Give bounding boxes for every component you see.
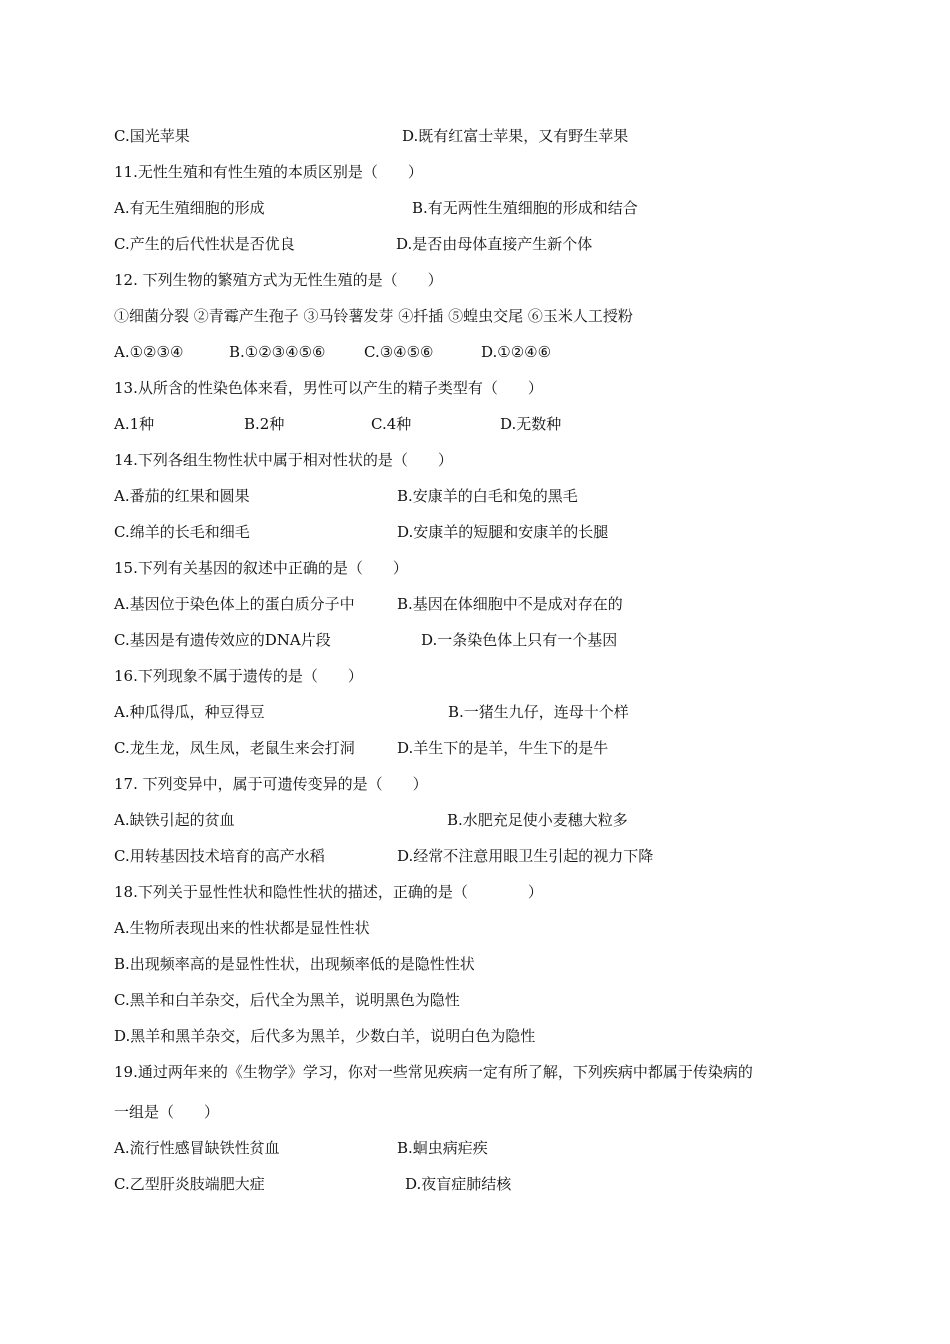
q19-option-a: A.流行性感冒缺铁性贫血 [114, 1139, 280, 1157]
q19-option-d: D.夜盲症肺结核 [405, 1175, 512, 1193]
q12-option-a: A.①②③④ [114, 343, 184, 361]
q12-option-c: C.③④⑤⑥ [364, 343, 434, 361]
q15-stem: 15.下列有关基因的叙述中正确的是（ ） [114, 559, 408, 577]
q13-option-a: A.1种 [114, 415, 155, 433]
q11-stem: 11.无性生殖和有性生殖的本质区别是（ ） [114, 163, 423, 181]
q14-option-a: A.番茄的红果和圆果 [114, 487, 250, 505]
q15-option-d: D.一条染色体上只有一个基因 [421, 631, 618, 649]
q16-stem: 16.下列现象不属于遗传的是（ ） [114, 667, 363, 685]
q17-option-d: D.经常不注意用眼卫生引起的视力下降 [397, 847, 654, 865]
q11-option-c: C.产生的后代性状是否优良 [114, 235, 295, 253]
q14-option-b: B.安康羊的白毛和兔的黑毛 [397, 487, 578, 505]
q17-stem: 17. 下列变异中，属于可遗传变异的是（ ） [114, 775, 428, 793]
q18-stem: 18.下列关于显性性状和隐性性状的描述，正确的是（ ） [114, 883, 543, 901]
q16-option-d: D.羊生下的是羊，牛生下的是牛 [397, 739, 609, 757]
q10-option-d: D.既有红富士苹果，又有野生苹果 [402, 127, 629, 145]
q16-option-c: C.龙生龙，凤生凤，老鼠生来会打洞 [114, 739, 355, 757]
q16-option-b: B.一猪生九仔，连母十个样 [448, 703, 629, 721]
q13-option-b: B.2种 [244, 415, 285, 433]
q19-option-c: C.乙型肝炎肢端肥大症 [114, 1175, 265, 1193]
q15-option-c: C.基因是有遗传效应的DNA片段 [114, 631, 331, 649]
q10-option-c: C.国光苹果 [114, 127, 190, 145]
q19-option-b: B.蛔虫病疟疾 [397, 1139, 488, 1157]
q12-option-d: D.①②④⑥ [481, 343, 552, 361]
q11-option-a: A.有无生殖细胞的形成 [114, 199, 265, 217]
q19-stem-line-2: 一组是（ ） [114, 1103, 220, 1121]
q14-stem: 14.下列各组生物性状中属于相对性状的是（ ） [114, 451, 453, 469]
q11-option-d: D.是否由母体直接产生新个体 [396, 235, 593, 253]
q18-option-b: B.出现频率高的是显性性状，出现频率低的是隐性性状 [114, 955, 475, 973]
q13-stem: 13.从所含的性染色体来看，男性可以产生的精子类型有（ ） [114, 379, 543, 397]
q13-option-d: D.无数种 [500, 415, 562, 433]
q17-option-b: B.水肥充足使小麦穗大粒多 [447, 811, 628, 829]
q16-option-a: A.种瓜得瓜，种豆得豆 [114, 703, 265, 721]
q15-option-a: A.基因位于染色体上的蛋白质分子中 [114, 595, 355, 613]
q13-option-c: C.4种 [371, 415, 412, 433]
q19-stem-line-1: 19.通过两年来的《生物学》学习，你对一些常见疾病一定有所了解，下列疾病中都属于传染病的 [114, 1063, 753, 1081]
q18-option-a: A.生物所表现出来的性状都是显性性状 [114, 919, 370, 937]
q18-option-d: D.黑羊和黑羊杂交，后代多为黑羊，少数白羊，说明白色为隐性 [114, 1027, 536, 1045]
q18-option-c: C.黑羊和白羊杂交，后代全为黑羊，说明黑色为隐性 [114, 991, 460, 1009]
q12-items: ①细菌分裂 ②青霉产生孢子 ③马铃薯发芽 ④扦插 ⑤蝗虫交尾 ⑥玉米人工授粉 [114, 307, 633, 325]
q17-option-c: C.用转基因技术培育的高产水稻 [114, 847, 325, 865]
q12-stem: 12. 下列生物的繁殖方式为无性生殖的是（ ） [114, 271, 443, 289]
q14-option-c: C.绵羊的长毛和细毛 [114, 523, 250, 541]
q15-option-b: B.基因在体细胞中不是成对存在的 [397, 595, 623, 613]
q14-option-d: D.安康羊的短腿和安康羊的长腿 [397, 523, 609, 541]
q12-option-b: B.①②③④⑤⑥ [229, 343, 326, 361]
q17-option-a: A.缺铁引起的贫血 [114, 811, 235, 829]
q11-option-b: B.有无两性生殖细胞的形成和结合 [412, 199, 638, 217]
